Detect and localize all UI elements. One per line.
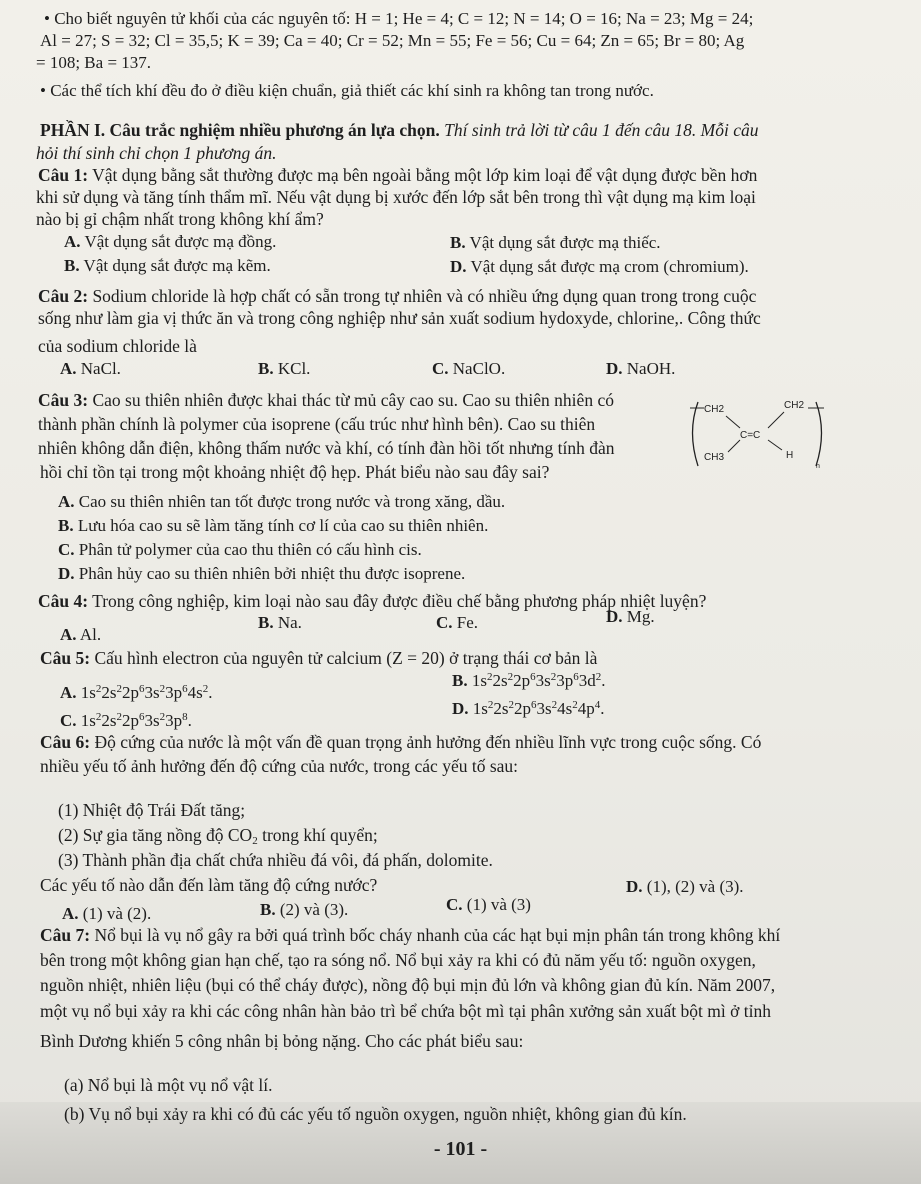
q5-label: Câu 5: [40, 648, 91, 668]
page-number: - 101 - [433, 1138, 488, 1160]
q2-option-b[interactable]: B. KCl. [258, 359, 311, 378]
q5-option-a[interactable]: A. $1s^22s^22p^63s^23p^64s^2$. [60, 683, 213, 702]
q6-statement-3: (3) Thành phần địa chất chứa nhiều đá vôi, đá phấn, dolomite. [58, 850, 493, 870]
part1-instruction-2: hỏi thí sinh chỉ chọn 1 phương án. [36, 143, 277, 163]
q1-text: Vật dụng bằng sắt thường được mạ bên ngoài bằng một lớp kim loại để vật dụng được bền hơn [88, 165, 758, 185]
q1-option-b[interactable]: B. Vật dụng sắt được mạ kẽm. [64, 256, 271, 275]
q1-line-1 [38, 164, 757, 186]
atomic-masses-line-1: • Cho biết nguyên tử khối của các nguyên tố: H = 1; He = 4; C = 12; N = 14; O = 16; Na = 23; Mg = 24; [44, 9, 754, 28]
isoprene-structure [686, 394, 826, 476]
q1-line-3: nào bị gỉ chậm nhất trong không khí ẩm? [36, 209, 324, 229]
gas-volume-note: • Các thể tích khí đều đo ở điều kiện chuẩn, giả thiết các khí sinh ra không tan trong nước. [40, 81, 654, 100]
q2-option-a[interactable]: A. NaCl. [60, 359, 121, 378]
ch2-right-label: CH2 [784, 400, 805, 411]
q1-label: Câu 1: [38, 165, 89, 185]
q3-option-a[interactable]: A. Cao su thiên nhiên tan tốt được trong nước và trong xăng, dầu. [58, 492, 506, 511]
q1-line-2: khi sử dụng và tăng tính thẩm mĩ. Nếu vật dụng bị xước đến lớp sắt bên trong thì vật dụng mạ kim loại [36, 187, 756, 207]
q4-option-c[interactable]: C. Fe. [436, 613, 479, 632]
q7-line-3: nguồn nhiệt, nhiên liệu (bụi có thể cháy được), nồng độ bụi mịn đủ lớn và không gian đủ kín. Năm 2007, [40, 975, 776, 995]
q2-line-3: của sodium chloride là [38, 336, 197, 356]
q4-option-a[interactable]: A. Al. [60, 625, 102, 644]
q7-line-2: bên trong một không gian hạn chế, tạo ra sóng nổ. Nổ bụi xảy ra khi có đủ năm yếu tố: nguồn oxygen, [40, 950, 756, 970]
q4-option-d[interactable]: D. Mg. [606, 607, 655, 626]
q6-option-a[interactable]: A. (1) và (2). [62, 904, 152, 923]
ch2-left-label: CH2 [704, 404, 725, 415]
q6-option-d[interactable]: D. (1), (2) và (3). [626, 877, 744, 896]
q5-option-b[interactable]: B. $1s^22s^22p^63s^23p^63d^2$. [452, 671, 606, 690]
q1-option-a[interactable]: A. Vật dụng sắt được mạ đồng. [64, 232, 277, 251]
q7-statement-b: (b) Vụ nổ bụi xảy ra khi có đủ các yếu tố nguồn oxygen, nguồn nhiệt, không gian đủ kín. [64, 1104, 687, 1124]
q6-statement-1: (1) Nhiệt độ Trái Đất tăng; [58, 800, 246, 820]
q7-statement-a: (a) Nổ bụi là một vụ nổ vật lí. [64, 1075, 273, 1095]
atomic-masses-line-2: Al = 27; S = 32; Cl = 35,5; K = 39; Ca = 40; Cr = 52; Mn = 55; Fe = 56; Cu = 64; Zn = 65; Br = 80; Ag [40, 31, 745, 50]
q3-line-2: thành phần chính là polymer của isoprene (cấu trúc như hình bên). Cao su thiên [38, 414, 596, 434]
q1-option-c[interactable]: B. Vật dụng sắt được mạ thiếc. [450, 233, 661, 252]
q6-line-1: Câu 6: Độ cứng của nước là một vấn đề quan trọng ảnh hưởng đến nhiều lĩnh vực trong cuộc sống. Có [40, 732, 762, 752]
ch3-label: CH3 [704, 452, 725, 463]
q6-question: Các yếu tố nào dẫn đến làm tăng độ cứng nước? [40, 875, 378, 895]
q1-option-d[interactable]: D. Vật dụng sắt được mạ crom (chromium). [450, 257, 749, 276]
q7-line-1: Câu 7: Nổ bụi là vụ nổ gây ra bởi quá trình bốc cháy nhanh của các hạt bụi mịn phân tán trong không khí [40, 925, 781, 945]
atomic-masses-line-3: = 108; Ba = 137. [36, 53, 152, 72]
q3-option-c[interactable]: C. Phân tử polymer của cao thu thiên có cấu hình cis. [58, 540, 422, 559]
q2-line-2: sống như làm gia vị thức ăn và trong công nghiệp như sản xuất sodium hydoxyde, chlorine,. Công thức [38, 308, 761, 328]
q4-line-1: Câu 4: Trong công nghiệp, kim loại nào sau đây được điều chế bằng phương pháp nhiệt luyện? [38, 591, 707, 611]
q2-option-d[interactable]: D. NaOH. [606, 359, 676, 378]
q3-label: Câu 3: [38, 390, 89, 410]
q5-line-1: Câu 5: Cấu hình electron của nguyên tử calcium (Z = 20) ở trạng thái cơ bản là [40, 648, 598, 668]
isoprene-structure-drawing [686, 394, 826, 476]
q2-line-1: Câu 2: Sodium chloride là hợp chất có sẵn trong tự nhiên và có nhiều ứng dụng quan trong trong cuộc [38, 286, 757, 306]
q6-line-2: nhiều yếu tố ảnh hưởng đến độ cứng của nước, trong các yếu tố sau: [40, 756, 519, 776]
q3-option-b[interactable]: B. Lưu hóa cao su sẽ làm tăng tính cơ lí của cao su thiên nhiên. [58, 516, 489, 535]
repeat-n-label: n [816, 463, 820, 470]
q5-option-d[interactable]: D. $1s^22s^22p^63s^24s^24p^4$. [452, 699, 605, 718]
q3-line-4: hồi chỉ tồn tại trong một khoảng nhiệt độ hẹp. Phát biểu nào sau đây sai? [40, 462, 550, 482]
q4-label: Câu 4: [38, 591, 89, 611]
q4-option-b[interactable]: B. Na. [258, 613, 302, 632]
part1-heading [40, 119, 759, 141]
part1-instruction: Thí sinh trả lời từ câu 1 đến câu 18. Mỗi câu [439, 120, 759, 140]
double-bond-label: C=C [740, 430, 761, 441]
h-label: H [786, 450, 794, 461]
q3-option-d[interactable]: D. Phân hủy cao su thiên nhiên bởi nhiệt thu được isoprene. [58, 564, 466, 583]
q2-option-c[interactable]: C. NaClO. [432, 359, 506, 378]
q6-option-b[interactable]: B. (2) và (3). [260, 900, 349, 919]
q3-line-3: nhiên không dẫn điện, không thấm nước và khí, có tính đàn hồi tốt nhưng tính đàn [38, 438, 615, 458]
q6-statement-2: (2) Sự gia tăng nồng độ $CO_2$ trong khí quyển; [58, 825, 378, 847]
q7-line-4: một vụ nổ bụi xảy ra khi các công nhân hàn bảo trì bể chứa bột mì tại phân xưởng sản xuất bột mì ở tỉnh [40, 1001, 772, 1021]
q2-label: Câu 2: [38, 286, 89, 306]
part1-title: PHẦN I. Câu trắc nghiệm nhiều phương án lựa chọn. [40, 120, 440, 140]
q7-label: Câu 7: [40, 925, 91, 945]
q6-option-c[interactable]: C. (1) và (3) [446, 895, 531, 914]
q5-option-c[interactable]: C. $1s^22s^22p^63s^23p^8$. [60, 711, 192, 730]
q6-label: Câu 6: [40, 732, 91, 752]
q3-line-1: Câu 3: Cao su thiên nhiên được khai thác từ mủ cây cao su. Cao su thiên nhiên có [38, 390, 614, 410]
q7-line-5: Bình Dương khiến 5 công nhân bị bỏng nặng. Cho các phát biểu sau: [40, 1031, 524, 1051]
